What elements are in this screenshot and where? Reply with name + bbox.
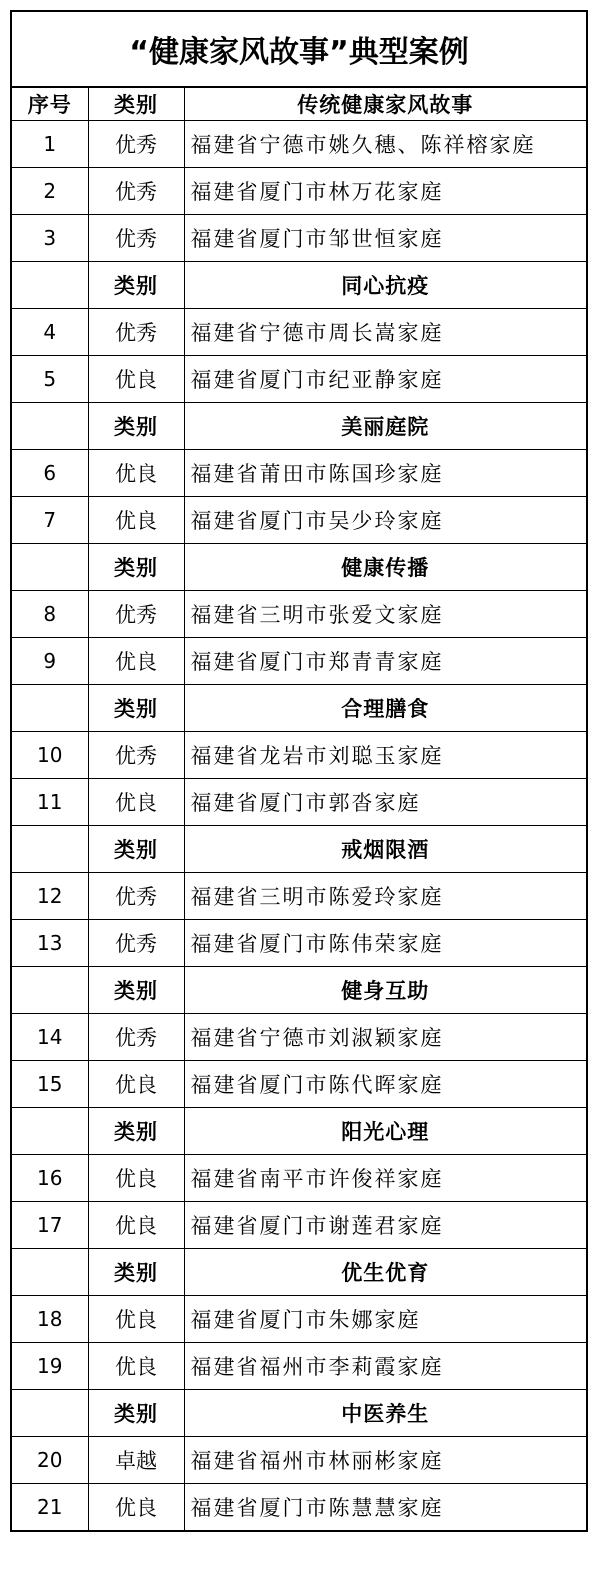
header-number: 序号 (12, 88, 88, 120)
category-row (12, 684, 586, 731)
header-category: 类别 (88, 88, 184, 120)
row-family-name: 福建省厦门市陈慧慧家庭 (184, 1483, 586, 1530)
row-family-name: 福建省厦门市吴少玲家庭 (184, 496, 586, 543)
table-header-row (12, 88, 586, 120)
row-family-name: 福建省三明市张爱文家庭 (184, 590, 586, 637)
row-family-name: 福建省厦门市邹世恒家庭 (184, 214, 586, 261)
category-row (12, 543, 586, 590)
table-row (12, 449, 586, 496)
row-grade: 优良 (88, 496, 184, 543)
category-row (12, 966, 586, 1013)
row-number: 20 (12, 1436, 88, 1483)
row-family-name: 福建省厦门市纪亚静家庭 (184, 355, 586, 402)
category-label: 类别 (88, 402, 184, 449)
row-number: 6 (12, 449, 88, 496)
category-title: 同心抗疫 (184, 261, 586, 308)
table-row (12, 1060, 586, 1107)
row-family-name: 福建省厦门市谢莲君家庭 (184, 1201, 586, 1248)
table-row (12, 355, 586, 402)
row-number: 2 (12, 167, 88, 214)
category-title: 合理膳食 (184, 684, 586, 731)
table-row (12, 1154, 586, 1201)
row-number: 3 (12, 214, 88, 261)
table-row (12, 1295, 586, 1342)
category-title: 中医养生 (184, 1389, 586, 1436)
category-row (12, 1107, 586, 1154)
row-family-name: 福建省福州市林丽彬家庭 (184, 1436, 586, 1483)
case-table (12, 88, 586, 1530)
row-grade: 优秀 (88, 590, 184, 637)
category-number-empty (12, 261, 88, 308)
row-number: 16 (12, 1154, 88, 1201)
row-family-name: 福建省厦门市林万花家庭 (184, 167, 586, 214)
row-family-name: 福建省宁德市姚久穗、陈祥榕家庭 (184, 120, 586, 167)
row-number: 17 (12, 1201, 88, 1248)
row-grade: 优秀 (88, 919, 184, 966)
category-number-empty (12, 1107, 88, 1154)
category-title: 戒烟限酒 (184, 825, 586, 872)
row-number: 19 (12, 1342, 88, 1389)
case-list-sheet (10, 10, 588, 1532)
category-number-empty (12, 1389, 88, 1436)
category-title: 优生优育 (184, 1248, 586, 1295)
category-label: 类别 (88, 825, 184, 872)
row-number: 14 (12, 1013, 88, 1060)
row-family-name: 福建省南平市许俊祥家庭 (184, 1154, 586, 1201)
row-family-name: 福建省莆田市陈国珍家庭 (184, 449, 586, 496)
row-grade: 优秀 (88, 872, 184, 919)
table-row (12, 1483, 586, 1530)
row-number: 21 (12, 1483, 88, 1530)
category-label: 类别 (88, 1107, 184, 1154)
row-number: 12 (12, 872, 88, 919)
row-grade: 优良 (88, 1154, 184, 1201)
row-grade: 优良 (88, 449, 184, 496)
category-label: 类别 (88, 1389, 184, 1436)
row-family-name: 福建省厦门市朱娜家庭 (184, 1295, 586, 1342)
case-table-body (12, 88, 586, 1530)
category-row (12, 1248, 586, 1295)
row-grade: 优秀 (88, 731, 184, 778)
category-row (12, 261, 586, 308)
table-row (12, 120, 586, 167)
category-title: 健康传播 (184, 543, 586, 590)
row-grade: 优秀 (88, 167, 184, 214)
row-grade: 优良 (88, 1342, 184, 1389)
category-label: 类别 (88, 543, 184, 590)
row-grade: 优良 (88, 1060, 184, 1107)
category-row (12, 1389, 586, 1436)
row-family-name: 福建省厦门市陈伟荣家庭 (184, 919, 586, 966)
row-number: 8 (12, 590, 88, 637)
category-title: 健身互助 (184, 966, 586, 1013)
row-family-name: 福建省厦门市郑青青家庭 (184, 637, 586, 684)
category-number-empty (12, 543, 88, 590)
row-number: 15 (12, 1060, 88, 1107)
category-title: 美丽庭院 (184, 402, 586, 449)
table-row (12, 214, 586, 261)
row-number: 4 (12, 308, 88, 355)
row-grade: 卓越 (88, 1436, 184, 1483)
row-family-name: 福建省三明市陈爱玲家庭 (184, 872, 586, 919)
row-grade: 优良 (88, 1201, 184, 1248)
row-family-name: 福建省宁德市刘淑颖家庭 (184, 1013, 586, 1060)
table-row (12, 167, 586, 214)
table-row (12, 1436, 586, 1483)
table-row (12, 1201, 586, 1248)
table-row (12, 731, 586, 778)
row-grade: 优良 (88, 355, 184, 402)
row-family-name: 福建省厦门市郭沓家庭 (184, 778, 586, 825)
row-number: 1 (12, 120, 88, 167)
table-row (12, 1342, 586, 1389)
category-label: 类别 (88, 966, 184, 1013)
category-label: 类别 (88, 1248, 184, 1295)
row-grade: 优良 (88, 778, 184, 825)
row-grade: 优秀 (88, 308, 184, 355)
row-number: 11 (12, 778, 88, 825)
row-grade: 优良 (88, 1483, 184, 1530)
row-number: 18 (12, 1295, 88, 1342)
table-row (12, 872, 586, 919)
row-number: 9 (12, 637, 88, 684)
row-family-name: 福建省福州市李莉霞家庭 (184, 1342, 586, 1389)
row-number: 10 (12, 731, 88, 778)
category-title: 阳光心理 (184, 1107, 586, 1154)
row-family-name: 福建省宁德市周长嵩家庭 (184, 308, 586, 355)
row-grade: 优秀 (88, 120, 184, 167)
table-row (12, 308, 586, 355)
category-number-empty (12, 402, 88, 449)
table-row (12, 919, 586, 966)
table-row (12, 1013, 586, 1060)
category-label: 类别 (88, 261, 184, 308)
row-grade: 优良 (88, 1295, 184, 1342)
row-family-name: 福建省厦门市陈代晖家庭 (184, 1060, 586, 1107)
row-grade: 优良 (88, 637, 184, 684)
row-grade: 优秀 (88, 214, 184, 261)
category-row (12, 402, 586, 449)
table-row (12, 637, 586, 684)
table-row (12, 590, 586, 637)
category-label: 类别 (88, 684, 184, 731)
category-number-empty (12, 966, 88, 1013)
row-number: 5 (12, 355, 88, 402)
page-title: “健康家风故事”典型案例 (12, 12, 586, 88)
row-number: 13 (12, 919, 88, 966)
category-number-empty (12, 1248, 88, 1295)
header-story: 传统健康家风故事 (184, 88, 586, 120)
row-family-name: 福建省龙岩市刘聪玉家庭 (184, 731, 586, 778)
category-number-empty (12, 825, 88, 872)
category-row (12, 825, 586, 872)
row-number: 7 (12, 496, 88, 543)
table-row (12, 496, 586, 543)
row-grade: 优秀 (88, 1013, 184, 1060)
category-number-empty (12, 684, 88, 731)
table-row (12, 778, 586, 825)
